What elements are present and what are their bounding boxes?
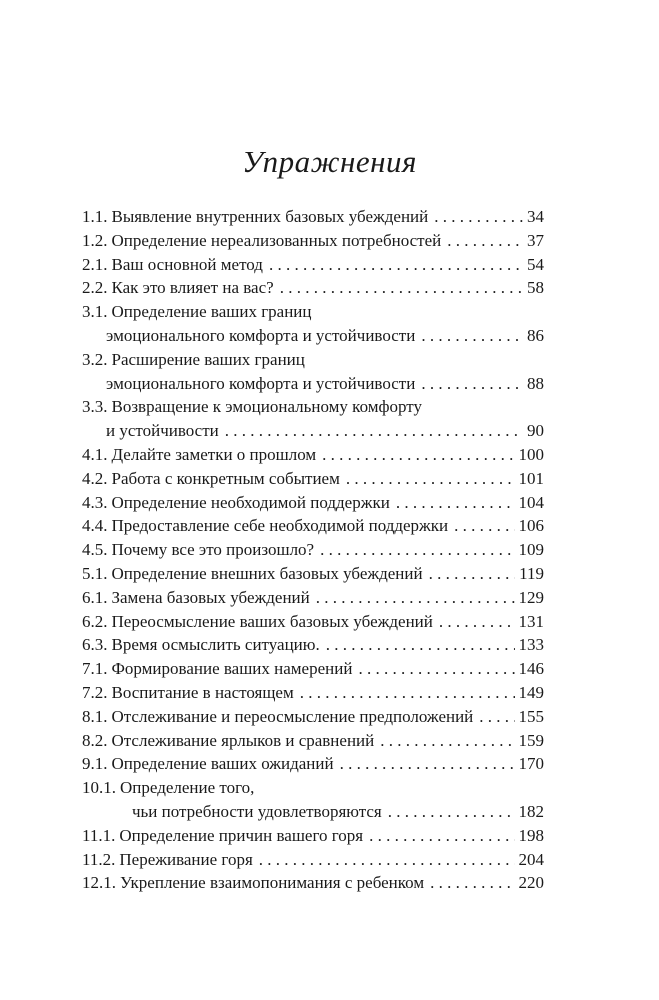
dot-leader xyxy=(259,848,515,872)
page-number: 101 xyxy=(518,468,544,488)
dot-leader xyxy=(346,467,515,491)
exercise-number: 4.3. xyxy=(82,492,108,512)
dot-leader xyxy=(340,752,515,776)
toc-entry xyxy=(82,824,544,848)
exercise-title: Отслеживание и переосмысление предположений xyxy=(111,706,474,726)
page-number: 131 xyxy=(518,611,544,631)
toc-entry-continuation xyxy=(82,800,544,824)
dot-leader xyxy=(447,229,523,253)
exercise-title: эмоционального комфорта и устойчивости xyxy=(106,325,416,345)
toc-entry-line xyxy=(82,657,544,681)
page-number: 133 xyxy=(518,635,544,655)
dot-leader xyxy=(316,586,515,610)
page-number: 109 xyxy=(518,540,544,560)
toc-entry-continuation xyxy=(82,372,544,396)
toc-entry-line xyxy=(82,491,544,515)
exercise-number: 3.3. xyxy=(82,397,108,417)
toc-entry xyxy=(82,300,544,348)
exercise-number: 6.3. xyxy=(82,635,108,655)
exercise-title: Переживание горя xyxy=(119,849,253,869)
exercise-title: Расширение ваших границ xyxy=(111,349,305,369)
toc-entry xyxy=(82,276,544,300)
exercise-title: Почему все это произошло? xyxy=(111,540,315,560)
toc-entry xyxy=(82,538,544,562)
dot-leader xyxy=(479,705,514,729)
dot-leader xyxy=(380,729,514,753)
page-number: 119 xyxy=(519,563,544,583)
exercise-number: 1.2. xyxy=(82,230,108,250)
toc-entry-line xyxy=(82,348,544,372)
dot-leader xyxy=(429,562,516,586)
toc-entry-line xyxy=(82,705,544,729)
toc-entry xyxy=(82,229,544,253)
page-number: 100 xyxy=(518,444,544,464)
dot-leader xyxy=(225,419,523,443)
dot-leader xyxy=(320,538,514,562)
page-number: 37 xyxy=(527,230,544,250)
exercise-number: 8.1. xyxy=(82,706,108,726)
page-number: 155 xyxy=(518,706,544,726)
toc-entry-line xyxy=(82,633,544,657)
page-number: 106 xyxy=(518,516,544,536)
exercise-number: 12.1. xyxy=(82,873,116,893)
toc-entry-line xyxy=(82,752,544,776)
toc-entry-line xyxy=(82,205,544,229)
exercise-title: Формирование ваших намерений xyxy=(111,659,353,679)
dot-leader xyxy=(269,253,523,277)
toc-entry xyxy=(82,657,544,681)
exercise-title: и устойчивости xyxy=(106,421,219,441)
dot-leader xyxy=(439,610,515,634)
toc-entry xyxy=(82,752,544,776)
page-number: 204 xyxy=(518,849,544,869)
exercise-title: Как это влияет на вас? xyxy=(111,278,274,298)
exercise-title: Возвращение к эмоциональному комфорту xyxy=(111,397,422,417)
exercise-number: 5.1. xyxy=(82,563,108,583)
exercise-title: Замена базовых убеждений xyxy=(111,587,310,607)
toc-entry-line xyxy=(82,824,544,848)
toc-entry-continuation xyxy=(82,324,544,348)
toc-entry xyxy=(82,562,544,586)
toc-entry-line xyxy=(82,300,544,324)
dot-leader xyxy=(322,443,514,467)
page-number: 90 xyxy=(527,421,544,441)
exercise-title: Определение ваших ожиданий xyxy=(111,754,334,774)
dot-leader xyxy=(358,657,514,681)
dot-leader xyxy=(396,491,515,515)
exercise-number: 1.1. xyxy=(82,207,108,226)
dot-leader xyxy=(300,681,515,705)
toc-entry xyxy=(82,705,544,729)
exercise-number: 11.1. xyxy=(82,825,116,845)
page-number: 34 xyxy=(527,207,544,226)
exercise-title: Определение нереализованных потребностей xyxy=(111,230,442,250)
exercise-title: Определение того, xyxy=(120,778,255,798)
page-number: 104 xyxy=(518,492,544,512)
toc-entry-line xyxy=(82,681,544,705)
exercise-number: 3.1. xyxy=(82,302,108,322)
exercise-number: 7.1. xyxy=(82,659,108,679)
toc-entry xyxy=(82,514,544,538)
page-number: 159 xyxy=(518,730,544,750)
toc-entry-line xyxy=(82,467,544,491)
toc-entry xyxy=(82,443,544,467)
exercise-number: 10.1. xyxy=(82,778,116,798)
dot-leader xyxy=(434,205,523,229)
exercise-number: 11.2. xyxy=(82,849,116,869)
toc-entry-line xyxy=(82,229,544,253)
toc-entry-line xyxy=(82,443,544,467)
exercise-number: 6.2. xyxy=(82,611,108,631)
toc-entry xyxy=(82,729,544,753)
toc-entry-line xyxy=(82,514,544,538)
toc-entry xyxy=(82,776,544,824)
exercise-title: Определение ваших границ xyxy=(111,302,312,322)
exercise-title: Делайте заметки о прошлом xyxy=(111,444,317,464)
toc-entry xyxy=(82,253,544,277)
exercise-title: Определение необходимой поддержки xyxy=(111,492,390,512)
toc-entry-line xyxy=(82,395,544,419)
toc-entry-line xyxy=(82,729,544,753)
toc-entry xyxy=(82,681,544,705)
page-number: 146 xyxy=(518,659,544,679)
exercise-title: Воспитание в настоящем xyxy=(111,682,294,702)
exercise-title: Работа с конкретным событием xyxy=(111,468,340,488)
page-number: 220 xyxy=(518,873,544,893)
toc-entry xyxy=(82,491,544,515)
toc-entry-line xyxy=(82,538,544,562)
exercise-title: Укрепление взаимопонимания с ребенком xyxy=(120,873,425,893)
toc-entry-line xyxy=(82,848,544,872)
exercise-title: Отслеживание ярлыков и сравнений xyxy=(111,730,375,750)
exercise-title: Переосмысление ваших базовых убеждений xyxy=(111,611,433,631)
exercise-title: эмоционального комфорта и устойчивости xyxy=(106,373,416,393)
exercise-title: Выявление внутренних базовых убеждений xyxy=(111,207,429,226)
toc-entry xyxy=(82,348,544,396)
page-title: Упражнения xyxy=(242,144,417,179)
exercise-title: Ваш основной метод xyxy=(111,254,263,274)
page-number: 182 xyxy=(518,801,544,821)
exercises-list xyxy=(82,205,544,895)
toc-entry-line xyxy=(82,610,544,634)
exercise-number: 2.2. xyxy=(82,278,108,298)
exercise-number: 6.1. xyxy=(82,587,108,607)
dot-leader xyxy=(388,800,515,824)
dot-leader xyxy=(421,324,523,348)
exercise-number: 7.2. xyxy=(82,682,108,702)
dot-leader xyxy=(369,824,514,848)
toc-entry-line xyxy=(82,253,544,277)
toc-entry-line xyxy=(82,871,544,895)
page-number: 149 xyxy=(518,682,544,702)
toc-entry xyxy=(82,633,544,657)
exercise-title: Определение внешних базовых убеждений xyxy=(111,563,423,583)
toc-entry xyxy=(82,610,544,634)
page-number: 86 xyxy=(527,325,544,345)
exercise-number: 8.2. xyxy=(82,730,108,750)
toc-entry-line xyxy=(82,562,544,586)
exercise-number: 4.4. xyxy=(82,516,108,536)
toc-entry xyxy=(82,395,544,443)
toc-entry xyxy=(82,871,544,895)
exercise-title: Время осмыслить ситуацию. xyxy=(111,635,320,655)
toc-entry xyxy=(82,848,544,872)
toc-entry xyxy=(82,586,544,610)
page-number: 88 xyxy=(527,373,544,393)
page-number: 54 xyxy=(527,254,544,274)
exercise-number: 4.5. xyxy=(82,540,108,560)
dot-leader xyxy=(326,633,515,657)
page-number: 58 xyxy=(527,278,544,298)
dot-leader xyxy=(454,514,514,538)
toc-entry-line xyxy=(82,276,544,300)
exercise-number: 2.1. xyxy=(82,254,108,274)
exercise-title: Определение причин вашего горя xyxy=(119,825,364,845)
toc-entry xyxy=(82,467,544,491)
page-number: 198 xyxy=(518,825,544,845)
toc-entry xyxy=(82,205,544,229)
dot-leader xyxy=(280,276,523,300)
exercise-number: 3.2. xyxy=(82,349,108,369)
exercise-title: чьи потребности удовлетворяются xyxy=(132,801,382,821)
exercise-title: Предоставление себе необходимой поддержки xyxy=(111,516,449,536)
dot-leader xyxy=(430,871,514,895)
page-number: 170 xyxy=(518,754,544,774)
toc-entry-continuation xyxy=(82,419,544,443)
exercise-number: 4.1. xyxy=(82,444,108,464)
toc-entry-line xyxy=(82,776,544,800)
exercise-number: 9.1. xyxy=(82,754,108,774)
toc-entry-line xyxy=(82,586,544,610)
exercise-number: 4.2. xyxy=(82,468,108,488)
page-number: 129 xyxy=(518,587,544,607)
dot-leader xyxy=(421,372,523,396)
